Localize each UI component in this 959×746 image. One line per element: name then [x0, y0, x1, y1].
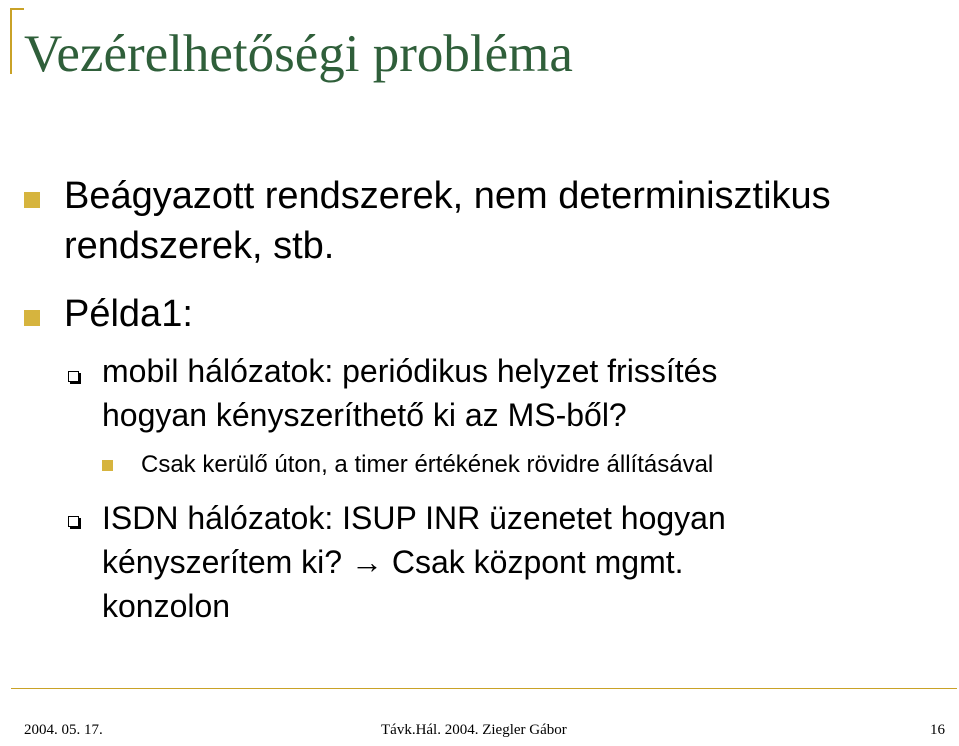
checkbox-bullet-icon — [68, 371, 79, 382]
sub-sub-bullet-text: Csak kerülő úton, a timer értékének rövidre állításával — [141, 451, 714, 478]
bullet-text: Beágyazott rendszerek, nem determinisztikus — [64, 175, 831, 217]
sub-bullet-text: konzolon — [102, 588, 231, 624]
sub-bullet-text: kényszerítem ki? — [102, 544, 343, 580]
sub-bullet-text: Csak központ mgmt. — [391, 544, 684, 580]
right-arrow-icon: → — [350, 544, 383, 580]
footer-author: Távk.Hál. 2004. Ziegler Gábor — [381, 722, 567, 738]
checkbox-bullet-icon — [68, 516, 79, 527]
square-bullet-icon — [24, 192, 40, 208]
sub-bullet-text-line — [102, 540, 684, 584]
footer-date: 2004. 05. 17. — [24, 722, 103, 738]
sub-bullet-text: mobil hálózatok: periódikus helyzet frissítés — [102, 353, 718, 389]
footer-divider — [11, 688, 957, 689]
corner-accent-vertical — [10, 8, 12, 74]
square-bullet-icon — [102, 460, 113, 471]
page-number: 16 — [930, 722, 945, 738]
sub-bullet-text: ISDN hálózatok: ISUP INR üzenetet hogyan — [102, 500, 726, 536]
corner-accent-horizontal — [10, 8, 24, 10]
bullet-text: rendszerek, stb. — [64, 225, 335, 267]
slide-title: Vezérelhetőségi probléma — [24, 25, 573, 83]
sub-bullet-text: hogyan kényszeríthető ki az MS-ből? — [102, 397, 627, 433]
square-bullet-icon — [24, 310, 40, 326]
bullet-text: Példa1: — [64, 293, 193, 335]
